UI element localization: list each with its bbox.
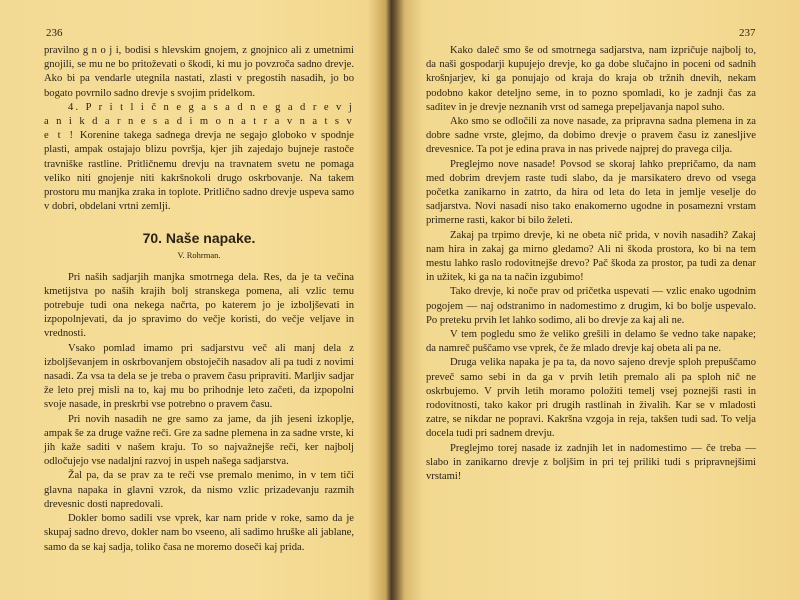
paragraph: V tem pogledu smo že veliko grešili in delamo še vedno take napake; da namreč puščamo vse vprek, če že mlado drevje kaj obeta ali pa ne. [426, 329, 756, 355]
paragraph: Vsako pomlad imamo pri sadjarstvu več ali manj dela z izboljševanjem in oskrbovanjem obstoječih nasadov ali pa tudi z novimi nasadi. Za vsa ta dela se je treba o pravem času pripraviti. Marljiv sadjar že leto prej misli na to, kaj mu bo prihodnje leto začeti, da izpopolni svoje nasade, in preskrbi vse potrebno o pravem času. [44, 342, 354, 411]
paragraph: Ako smo se odločili za nove nasade, za pripravna sadna plemena in za dobre sadne vrste, glejmo, da dobimo drevje o pravem času iz zanesljive drevesnice. Ta pot je edina prava in nas privede najprej do pravega cilja. [426, 116, 756, 156]
right-text-column [426, 44, 756, 484]
section-title: 70. Naše napake. [142, 230, 256, 247]
paragraph: Žal pa, da se prav za te reči vse premalo menimo, in v tem tiči glavna napaka in glavni vzrok, da nismo vzlic prizadevanju razmih drevesnic dosti napredovali. [44, 470, 354, 510]
author-name: V. Rohrman. [177, 250, 221, 261]
left-page [0, 0, 385, 600]
paragraph: Druga velika napaka je pa ta, da novo sajeno drevje sploh prepuščamo preveč samo sebi in da ga v prvih letih premalo ali pa sploh nič ne oskrbujemo. V prvih letih moramo položiti temelj vsej poznejši rasti in rodovitnosti, tako kakor pri drugih rastlinah in živalih. Kar se v mladosti zatre, se nikdar ne popravi. Kakršna vzgoja in reja, takšen tudi sad. To velja docela tudi pri sadnem drevju. [426, 357, 756, 440]
left-text-column [44, 44, 354, 555]
page-number-right: 237 [739, 27, 756, 39]
page-number-left: 236 [46, 27, 63, 39]
paragraph-text: Korenine takega sadnega drevja ne segajo globoko v spodnje plasti, ampak ostajajo blizu površja, kjer jih zajedajo bujneje rastoče travniške rastline. Pritličnemu drevju na travnatem svetu ne pomaga veliko niti gnojenje niti kakršnokoli drugo oskrbovanje. Na takem prostoru mu manjka zraka in toplote. Pritlično sadno drevje uspeva samo v dobri, obdelani vrtni zemlji. [44, 130, 354, 213]
paragraph: Tako drevje, ki noče prav od pričetka uspevati — vzlic enako ugodnim pogojem — naj odstranimo in nadomestimo z drugim, ki bo bolje uspevalo. Po preteku prvih let lahko sodimo, ali bo drevje za kaj ali ne. [426, 286, 756, 326]
paragraph: Dokler bomo sadili vse vprek, kar nam pride v roke, samo da je skupaj sadno drevo, dokler nam bo vseeno, ali sadimo hruške ali jablane, samo da se kaj sadja, toliko časa ne moremo doseči kaj prida. [44, 513, 354, 553]
paragraph-rule-4 [44, 101, 354, 215]
right-page [398, 0, 800, 600]
paragraph: Pri novih nasadih ne gre samo za jame, da jih jeseni izkoplje, ampak še za druge važne reči. Gre za sadne plemena in za sadne vrste, ki jih kaže saditi v našem kraju. To so najvažnejše reči, ker najbolj odločujejo vse nadaljni razvoj in uspeh našega sadjarstva. [44, 413, 354, 468]
paragraph: Kako daleč smo še od smotrnega sadjarstva, nam izpričuje najbolj to, da naši gospodarji kupujejo drevje, ko ga dobe slučajno in poceni od sadnih krošnjarjev, ki ga ponujajo od kraja do kraja ob tržnih dnevih, nekam podobno kakor deteljno seme, in to pozno spomladi, ko je zadnji čas za saditev in je drevje neznanih vrst od samega prepeljavanja napol suho. [426, 45, 756, 113]
paragraph: Preglejmo torej nasade iz zadnjih let in nadomestimo — če treba — slabo in zanikarno drevje z boljšim in pri tej priliki tudi s pripravnejšimi vrstami! [426, 442, 756, 483]
spaced-lead-text: 4. P r i t l i č n e g a s a d n e g a d r e v j a n i k d a r n e s a d i m o n a t r a v n a t s v e t ! [44, 101, 354, 142]
paragraph: pravilno g n o j i, bodisi s hlevskim gnojem, z gnojnico ali z umetnimi gnojili, se mu ne bo pritoževati o škodi, ki mu jo povzroča sadno drevje. Ako bi pa vendarle utegnila nastati, zlasti v pregostih nasadih, jo bo bogato povrnilo sadno drevje s svojim pridelkom. [44, 45, 354, 99]
paragraph: Preglejmo nove nasade! Povsod se skoraj lahko prepričamo, da nam med dobrim drevjem raste tudi slabo, da je marsikatero drevo od vsega početka zanikarno in zatrto, da hira od leta do leta in jemlje veselje do sadjarstva. Novi nasadi niso tako enakomerno ugodne in posamezni vrstam primerne rasti, kakor bi bilo želeti. [426, 158, 756, 227]
paragraph: Pri naših sadjarjih manjka smotrnega dela. Res, da je ta večina kmetijstva po naših krajih bolj stranskega pomena, ali vzlic temu potrebuje tudi ona nekega načrta, po katerem jo je izboljševati in izpopolnjevati, da jo spravimo do večje koristi, do večje veljave in vrednosti. [44, 271, 354, 340]
paragraph: Zakaj pa trpimo drevje, ki ne obeta nič prida, v novih nasadih? Zakaj nam hira in zakaj ga mirno gledamo? Ali ni škoda prostora, ko bi na tem mestu lahko raslo rodovitnejše drevo? Pač škoda za prostor, pa tudi za denar in užitek, ki ga na ta način izgubimo! [426, 229, 756, 284]
